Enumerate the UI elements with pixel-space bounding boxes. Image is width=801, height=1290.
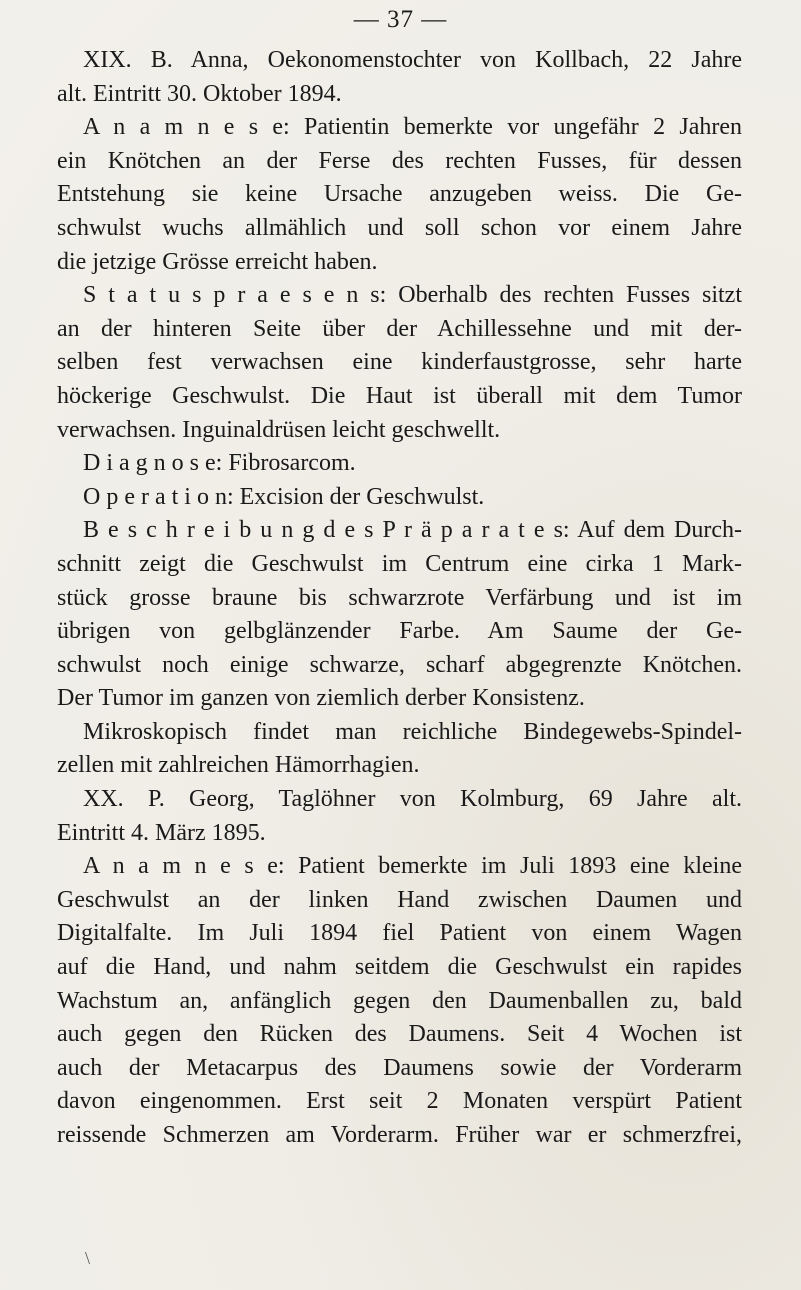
text-line: XIX. B. Anna, Oekonomenstochter von Kollbach, 22 Jahre — [83, 47, 742, 73]
page-number: — 37 — — [353, 6, 448, 33]
text-line: Digitalfalte. Im Juli 1894 fiel Patient von einem Wagen — [57, 920, 742, 947]
text-line: S t a t u s p r a e s e n s: Oberhalb des rechten Fusses sitzt — [83, 282, 742, 309]
text-line: selben fest verwachsen eine kinderfaustgrosse, sehr harte — [57, 349, 742, 376]
text-line: auch gegen den Rücken des Daumens. Seit 4 Wochen ist — [57, 1021, 742, 1048]
text-line: übrigen von gelbglänzender Farbe. Am Saume der Ge- — [57, 618, 742, 645]
text-line: an der hinteren Seite über der Achillessehne und mit der- — [57, 315, 742, 342]
text-line: höckerige Geschwulst. Die Haut ist überall mit dem Tumor — [57, 382, 742, 409]
body-text — [57, 44, 742, 1153]
text-line: verwachsen. Inguinaldrüsen leicht geschwellt. — [57, 416, 501, 443]
text-line: auch der Metacarpus des Daumens sowie der Vorderarm — [57, 1054, 742, 1081]
text-line: davon eingenommen. Erst seit 2 Monaten verspürt Patient — [57, 1088, 742, 1115]
text-line: B e s c h r e i b u n g d e s P r ä p a r a t e s: Auf dem Durch- — [83, 517, 742, 544]
text-line: O p e r a t i o n: Excision der Geschwulst. — [83, 483, 485, 510]
text-line: die jetzige Grösse erreicht haben. — [57, 248, 378, 275]
text-line: ein Knötchen an der Ferse des rechten Fusses, für dessen — [57, 147, 742, 174]
text-line: Der Tumor im ganzen von ziemlich derber Konsistenz. — [57, 685, 585, 712]
text-line: auf die Hand, und nahm seitdem die Geschwulst ein rapides — [57, 954, 742, 981]
text-line: reissende Schmerzen am Vorderarm. Früher war er schmerzfrei, — [57, 1122, 742, 1148]
text-line: Mikroskopisch findet man reichliche Bindegewebs-Spindel- — [83, 718, 742, 745]
text-line: stück grosse braune bis schwarzrote Verfärbung und ist im — [57, 584, 742, 611]
text-line: schwulst noch einige schwarze, scharf abgegrenzte Knötchen. — [57, 651, 742, 678]
text-line: zellen mit zahlreichen Hämorrhagien. — [57, 752, 420, 779]
text-line: Geschwulst an der linken Hand zwischen Daumen und — [57, 886, 742, 913]
text-line: alt. Eintritt 30. Oktober 1894. — [57, 80, 342, 107]
text-line: Wachstum an, anfänglich gegen den Daumenballen zu, bald — [57, 987, 742, 1014]
text-line: XX. P. Georg, Taglöhner von Kolmburg, 69 Jahre alt. — [83, 786, 742, 813]
text-line: Eintritt 4. März 1895. — [57, 819, 266, 846]
text-line: A n a m n e s e: Patient bemerkte im Juli 1893 eine kleine — [83, 853, 742, 880]
text-line: D i a g n o s e: Fibrosarcom. — [83, 450, 356, 477]
text-line: Entstehung sie keine Ursache anzugeben weiss. Die Ge- — [57, 181, 742, 208]
text-line: schwulst wuchs allmählich und soll schon vor einem Jahre — [57, 214, 742, 241]
stray-mark: \ — [85, 1248, 91, 1268]
text-line: schnitt zeigt die Geschwulst im Centrum eine cirka 1 Mark- — [57, 550, 742, 577]
text-line: A n a m n e s e: Patientin bemerkte vor ungefähr 2 Jahren — [83, 114, 742, 141]
